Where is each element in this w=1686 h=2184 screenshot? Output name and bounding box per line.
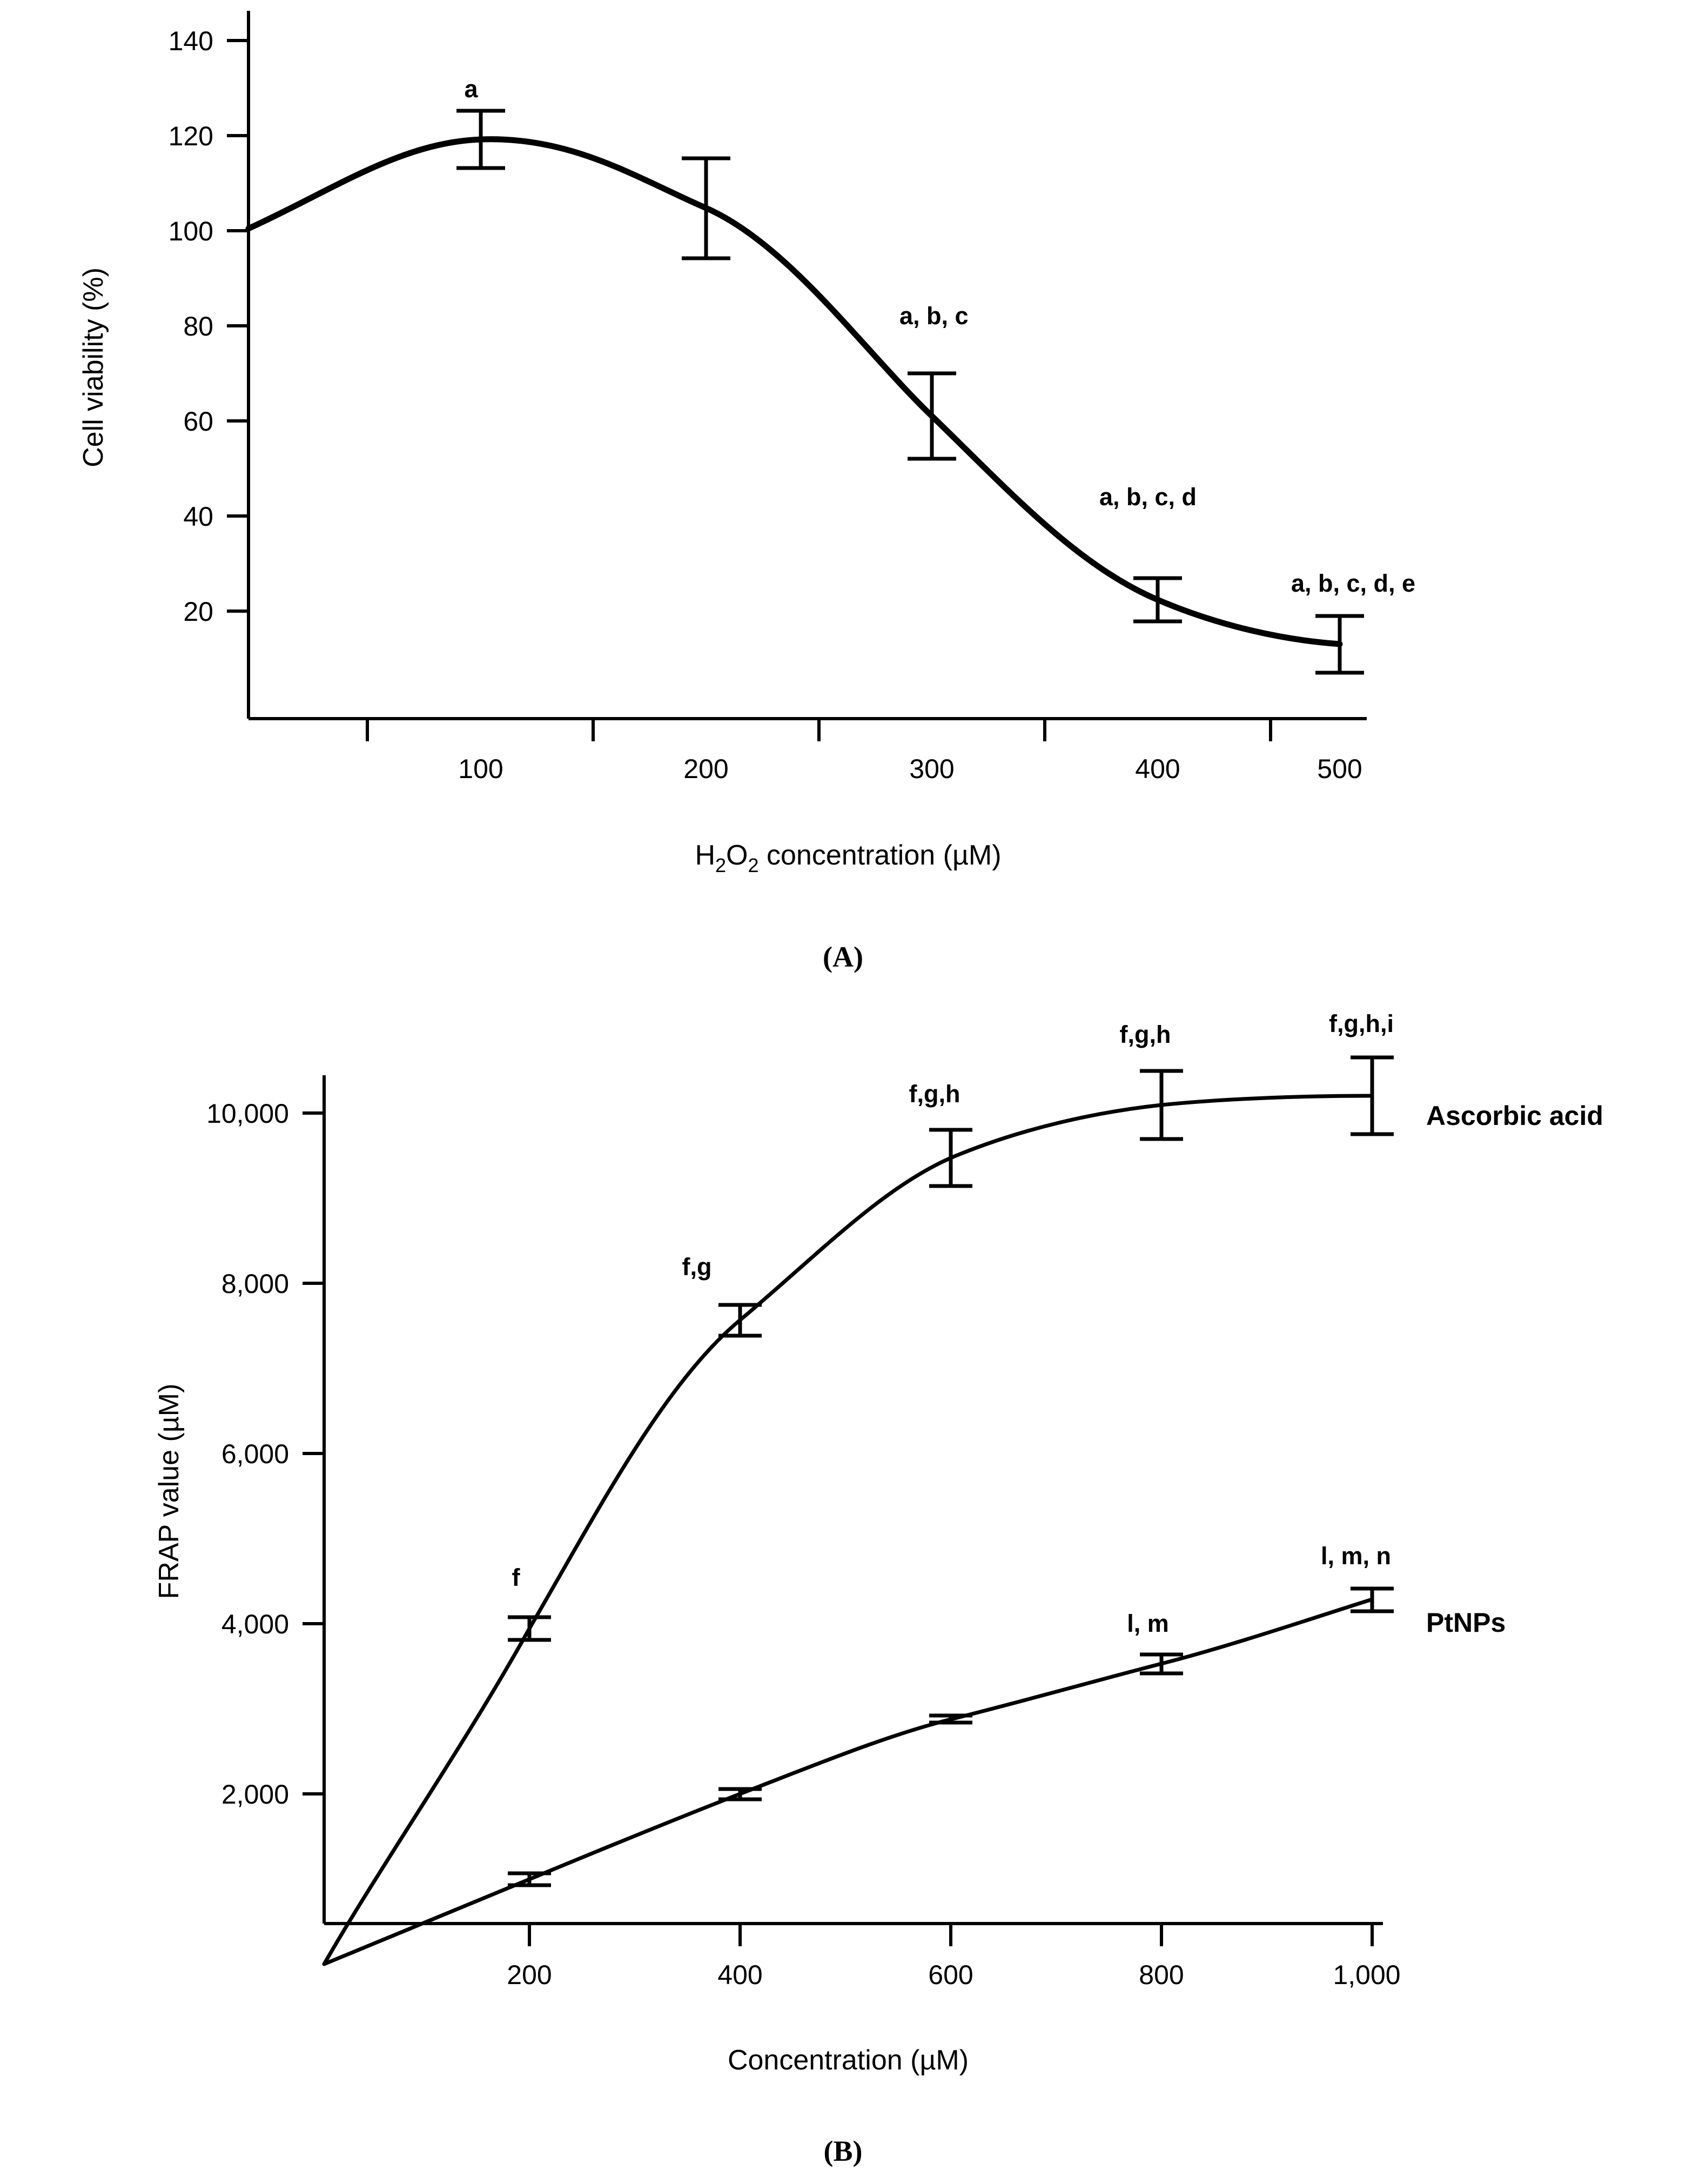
y-tick-label-b-6000: 6,000 <box>221 1439 289 1469</box>
x-axis-title-a-sub1: 2 <box>715 854 727 876</box>
sig-label-ptnps-800: l, m <box>1127 1610 1169 1637</box>
sig-label-a-300: a, b, c <box>899 302 969 330</box>
y-tick-label-a-80: 80 <box>183 311 213 341</box>
series-label-ascorbic-acid: Ascorbic acid <box>1426 1101 1603 1131</box>
y-tick-label-a-140: 140 <box>168 26 213 56</box>
sig-label-aa-200: f <box>512 1564 520 1591</box>
chart-a-svg <box>0 0 1686 1000</box>
panel-a <box>0 0 1686 1000</box>
sig-label-a-500: a, b, c, d, e <box>1291 570 1416 597</box>
x-ticks-b <box>529 1924 1372 1946</box>
y-tick-label-b-8000: 8,000 <box>221 1269 289 1299</box>
error-bar-ptnps-800 <box>1140 1654 1183 1673</box>
x-axis-title-a-sub2: 2 <box>748 854 759 876</box>
x-tick-label-b-800: 800 <box>1139 1960 1184 1990</box>
panel-b <box>0 1005 1686 2183</box>
error-bar-aa-200 <box>508 1617 551 1640</box>
x-tick-label-a-200: 200 <box>683 754 729 784</box>
data-curve-a <box>248 139 1340 644</box>
panel-a-caption: (A) <box>823 941 863 973</box>
sig-label-aa-600: f,g,h <box>909 1080 960 1108</box>
chart-b-svg <box>0 1005 1686 2183</box>
error-bar-ptnps-1000 <box>1351 1589 1394 1611</box>
x-ticks-a <box>367 719 1271 741</box>
y-tick-label-a-60: 60 <box>183 406 213 437</box>
x-tick-label-b-1000: 1,000 <box>1333 1960 1401 1990</box>
y-tick-label-a-20: 20 <box>183 597 213 627</box>
error-bar-a-300 <box>908 373 956 459</box>
error-bar-ptnps-200 <box>508 1873 551 1885</box>
sig-label-a-100: a <box>464 75 478 103</box>
error-bar-ptnps-400 <box>718 1789 762 1799</box>
x-axis-title-b: Concentration (µM) <box>727 2045 969 2076</box>
y-tick-label-b-2000: 2,000 <box>221 1779 289 1810</box>
x-tick-label-a-100: 100 <box>458 754 503 784</box>
sig-label-aa-400: f,g <box>682 1253 712 1281</box>
y-axis-title-a: Cell viability (%) <box>78 267 109 467</box>
x-axis-title-a-post: concentration (µM) <box>758 840 1002 871</box>
y-ticks-a <box>227 41 248 611</box>
sig-label-aa-800: f,g,h <box>1119 1021 1171 1048</box>
error-bar-a-400 <box>1133 578 1182 621</box>
y-tick-label-a-100: 100 <box>168 216 213 246</box>
data-curve-ptnps <box>324 1599 1372 1964</box>
y-axis-title-b: FRAP value (µM) <box>153 1383 185 1599</box>
y-tick-label-b-10000: 10,000 <box>206 1098 289 1129</box>
panel-b-caption: (B) <box>823 2135 863 2167</box>
y-tick-label-b-4000: 4,000 <box>221 1609 289 1639</box>
data-curve-ascorbic-acid <box>324 1096 1372 1964</box>
y-ticks-b <box>303 1113 324 1794</box>
y-tick-label-a-120: 120 <box>168 121 213 151</box>
x-tick-label-a-500: 500 <box>1317 754 1362 784</box>
x-tick-label-b-600: 600 <box>928 1960 973 1990</box>
sig-label-aa-1000: f,g,h,i <box>1329 1010 1394 1037</box>
error-bar-a-200 <box>682 158 730 258</box>
sig-label-a-400: a, b, c, d <box>1099 483 1197 511</box>
error-bar-ptnps-600 <box>929 1716 972 1723</box>
x-tick-label-a-300: 300 <box>909 754 955 784</box>
error-bar-aa-600 <box>929 1130 972 1186</box>
x-tick-label-b-400: 400 <box>717 1960 763 1990</box>
x-tick-label-a-400: 400 <box>1135 754 1180 784</box>
x-tick-label-b-200: 200 <box>507 1960 552 1990</box>
series-label-ptnps: PtNPs <box>1426 1607 1506 1638</box>
sig-label-ptnps-1000: l, m, n <box>1320 1542 1392 1570</box>
y-tick-label-a-40: 40 <box>183 501 213 532</box>
x-axis-title-a <box>695 840 1001 876</box>
x-axis-title-a-pre: H <box>695 840 716 871</box>
x-axis-title-a-mid: O <box>726 840 748 871</box>
